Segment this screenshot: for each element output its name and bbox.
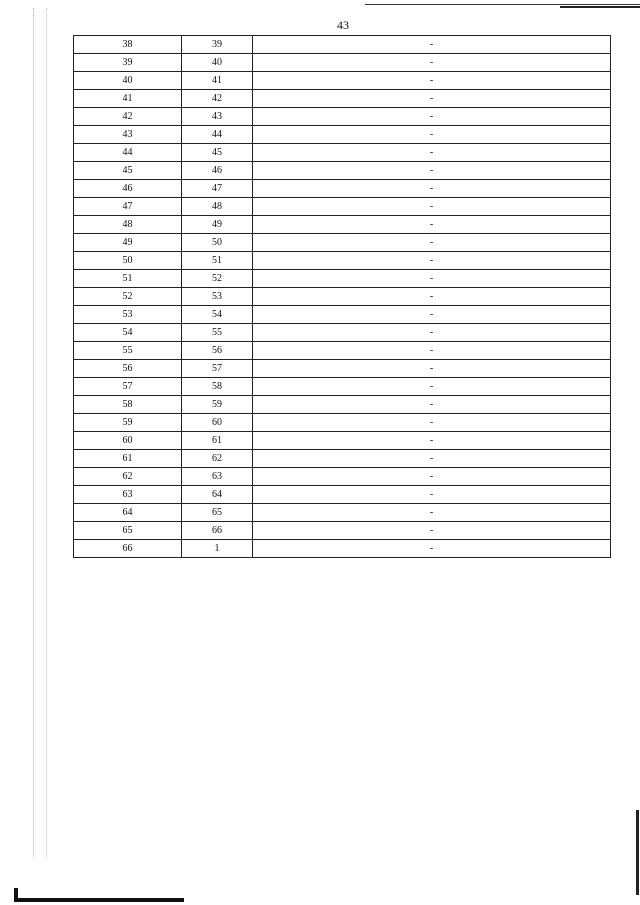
cell-value: - bbox=[253, 234, 611, 252]
cell-to: 58 bbox=[182, 378, 253, 396]
cell-from: 66 bbox=[74, 540, 182, 558]
cell-value: - bbox=[253, 162, 611, 180]
cell-from: 50 bbox=[74, 252, 182, 270]
table-row bbox=[74, 432, 611, 450]
table-row bbox=[74, 522, 611, 540]
table-row bbox=[74, 306, 611, 324]
table-row bbox=[74, 414, 611, 432]
cell-from: 52 bbox=[74, 288, 182, 306]
cell-value: - bbox=[253, 126, 611, 144]
cell-from: 45 bbox=[74, 162, 182, 180]
table-row bbox=[74, 540, 611, 558]
table-row bbox=[74, 234, 611, 252]
cell-value: - bbox=[253, 522, 611, 540]
table-row bbox=[74, 36, 611, 54]
cell-value: - bbox=[253, 432, 611, 450]
cell-value: - bbox=[253, 198, 611, 216]
cell-from: 61 bbox=[74, 450, 182, 468]
cell-from: 54 bbox=[74, 324, 182, 342]
cell-to: 47 bbox=[182, 180, 253, 198]
table-row bbox=[74, 288, 611, 306]
scan-artifact-left-margin bbox=[33, 8, 34, 858]
cell-to: 60 bbox=[182, 414, 253, 432]
table-row bbox=[74, 54, 611, 72]
cell-from: 64 bbox=[74, 504, 182, 522]
table-row bbox=[74, 342, 611, 360]
cell-to: 62 bbox=[182, 450, 253, 468]
cell-to: 45 bbox=[182, 144, 253, 162]
scan-artifact-left-margin-2 bbox=[46, 8, 47, 858]
cell-from: 48 bbox=[74, 216, 182, 234]
cell-value: - bbox=[253, 54, 611, 72]
cell-to: 44 bbox=[182, 126, 253, 144]
cell-from: 55 bbox=[74, 342, 182, 360]
cell-to: 55 bbox=[182, 324, 253, 342]
cell-from: 53 bbox=[74, 306, 182, 324]
cell-to: 49 bbox=[182, 216, 253, 234]
cell-value: - bbox=[253, 288, 611, 306]
cell-to: 56 bbox=[182, 342, 253, 360]
cell-value: - bbox=[253, 144, 611, 162]
cell-value: - bbox=[253, 450, 611, 468]
cell-value: - bbox=[253, 504, 611, 522]
cell-to: 54 bbox=[182, 306, 253, 324]
cell-value: - bbox=[253, 540, 611, 558]
scan-artifact-top-line bbox=[365, 4, 640, 5]
cell-from: 51 bbox=[74, 270, 182, 288]
page-number: 43 bbox=[337, 18, 349, 32]
cell-value: - bbox=[253, 180, 611, 198]
cell-to: 46 bbox=[182, 162, 253, 180]
cell-to: 1 bbox=[182, 540, 253, 558]
cell-value: - bbox=[253, 324, 611, 342]
table-row bbox=[74, 252, 611, 270]
cell-value: - bbox=[253, 216, 611, 234]
table-row bbox=[74, 90, 611, 108]
cell-to: 65 bbox=[182, 504, 253, 522]
cell-value: - bbox=[253, 396, 611, 414]
table-body bbox=[74, 36, 611, 558]
cell-from: 38 bbox=[74, 36, 182, 54]
table-row bbox=[74, 270, 611, 288]
cell-to: 41 bbox=[182, 72, 253, 90]
table-row bbox=[74, 162, 611, 180]
cell-value: - bbox=[253, 360, 611, 378]
cell-from: 65 bbox=[74, 522, 182, 540]
table-row bbox=[74, 126, 611, 144]
cell-from: 39 bbox=[74, 54, 182, 72]
cell-from: 49 bbox=[74, 234, 182, 252]
cell-value: - bbox=[253, 486, 611, 504]
cell-value: - bbox=[253, 378, 611, 396]
cell-value: - bbox=[253, 342, 611, 360]
cell-value: - bbox=[253, 270, 611, 288]
cell-to: 39 bbox=[182, 36, 253, 54]
cell-value: - bbox=[253, 36, 611, 54]
cell-value: - bbox=[253, 108, 611, 126]
cell-from: 40 bbox=[74, 72, 182, 90]
table-row bbox=[74, 180, 611, 198]
table-row bbox=[74, 450, 611, 468]
table-row bbox=[74, 396, 611, 414]
table-row bbox=[74, 216, 611, 234]
cell-from: 63 bbox=[74, 486, 182, 504]
scan-artifact-bottom-line bbox=[14, 898, 184, 902]
cell-to: 51 bbox=[182, 252, 253, 270]
cell-from: 58 bbox=[74, 396, 182, 414]
table-row bbox=[74, 486, 611, 504]
cell-from: 42 bbox=[74, 108, 182, 126]
cell-value: - bbox=[253, 306, 611, 324]
scan-artifact-right-bar bbox=[636, 810, 639, 895]
cell-to: 57 bbox=[182, 360, 253, 378]
cell-to: 48 bbox=[182, 198, 253, 216]
cell-value: - bbox=[253, 252, 611, 270]
cell-to: 53 bbox=[182, 288, 253, 306]
cell-to: 59 bbox=[182, 396, 253, 414]
cell-from: 46 bbox=[74, 180, 182, 198]
table-row bbox=[74, 198, 611, 216]
table-row bbox=[74, 72, 611, 90]
cell-from: 47 bbox=[74, 198, 182, 216]
cell-to: 66 bbox=[182, 522, 253, 540]
cell-value: - bbox=[253, 414, 611, 432]
cell-to: 40 bbox=[182, 54, 253, 72]
scan-artifact-top-line-bold bbox=[560, 6, 640, 8]
cell-from: 56 bbox=[74, 360, 182, 378]
cell-from: 60 bbox=[74, 432, 182, 450]
table-row bbox=[74, 360, 611, 378]
table-row bbox=[74, 504, 611, 522]
cell-to: 50 bbox=[182, 234, 253, 252]
cell-to: 64 bbox=[182, 486, 253, 504]
cell-to: 43 bbox=[182, 108, 253, 126]
cell-from: 59 bbox=[74, 414, 182, 432]
cell-to: 63 bbox=[182, 468, 253, 486]
cell-from: 44 bbox=[74, 144, 182, 162]
cell-to: 42 bbox=[182, 90, 253, 108]
cell-value: - bbox=[253, 90, 611, 108]
cell-from: 43 bbox=[74, 126, 182, 144]
cell-value: - bbox=[253, 72, 611, 90]
table-row bbox=[74, 144, 611, 162]
table-row bbox=[74, 378, 611, 396]
cell-from: 62 bbox=[74, 468, 182, 486]
cell-from: 57 bbox=[74, 378, 182, 396]
cell-to: 52 bbox=[182, 270, 253, 288]
table-row bbox=[74, 324, 611, 342]
cell-to: 61 bbox=[182, 432, 253, 450]
cell-value: - bbox=[253, 468, 611, 486]
table-row bbox=[74, 468, 611, 486]
data-table bbox=[73, 35, 611, 558]
table-row bbox=[74, 108, 611, 126]
cell-from: 41 bbox=[74, 90, 182, 108]
